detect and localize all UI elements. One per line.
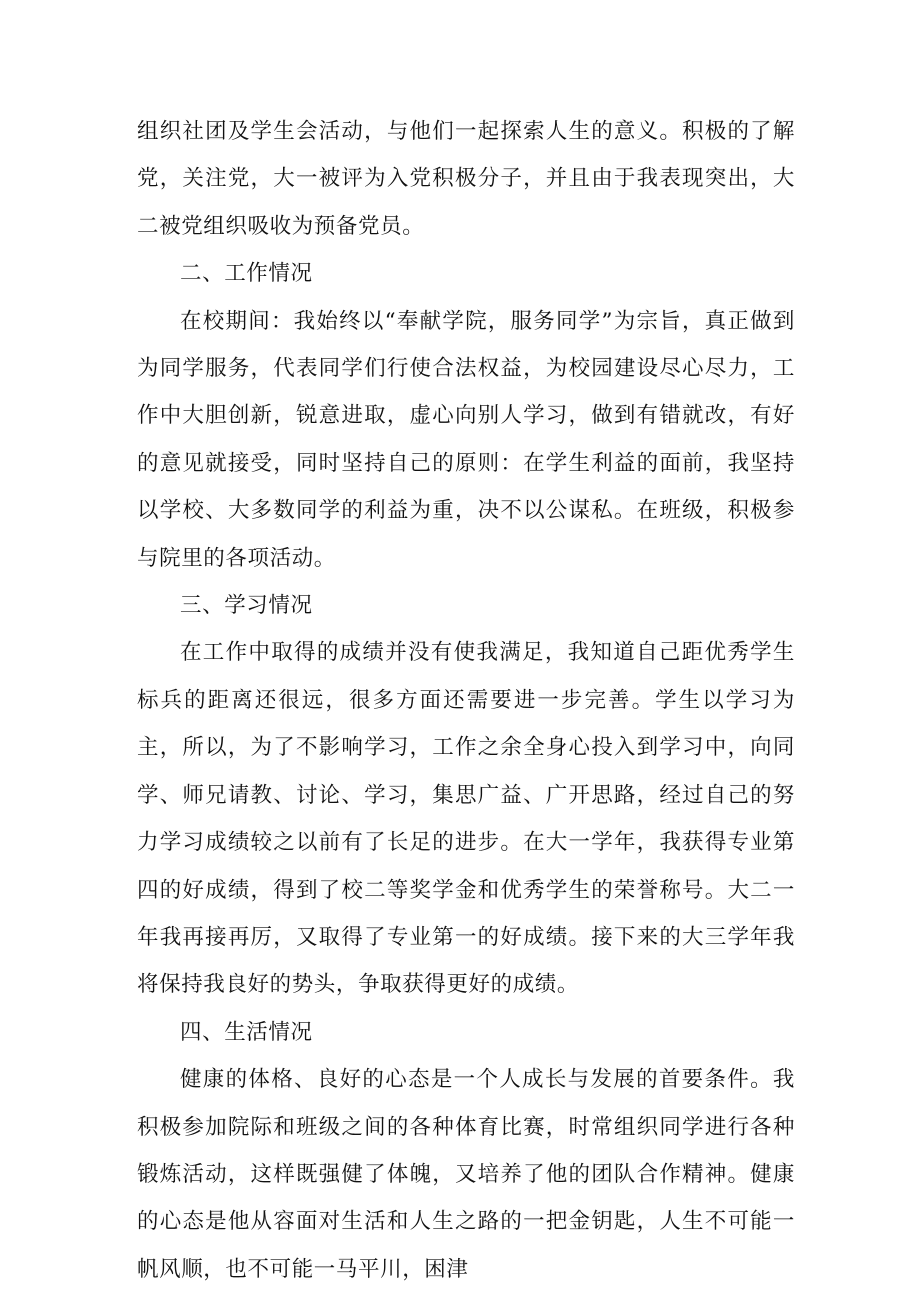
paragraph-study: 在工作中取得的成绩并没有使我满足，我知道自己距优秀学生标兵的距离还很远，很多方面还需要进一步完善。学生以学习为主，所以，为了不影响学习，工作之余全身心投入到学习中，向同学、师兄请教、讨论、学习，集思广益、广开思路，经过自己的努力学习成绩较之以前有了长足的进步。在大一学年，我获得专业第四的好成绩，得到了校二等奖学金和优秀学生的荣誉称号。大二一年我再接再厉，又取得了专业第一的好成绩。接下来的大三学年我将保持我良好的势头，争取获得更好的成绩。 <box>137 640 795 998</box>
paragraph-continuation: 组织社团及学生会活动，与他们一起探索人生的意义。积极的了解党，关注党，大一被评为入党积极分子，并且由于我表现突出，大二被党组织吸收为预备党员。 <box>137 119 795 239</box>
section-heading-life: 四、生活情况 <box>180 1019 313 1045</box>
section-heading-work: 二、工作情况 <box>180 261 313 287</box>
paragraph-work: 在校期间：我始终以“奉献学院，服务同学”为宗旨，真正做到为同学服务，代表同学们行使合法权益，为校园建设尽心尽力，工作中大胆创新，锐意进取，虚心向别人学习，做到有错就改，有好的意见就接受，同时坚持自己的原则：在学生利益的面前，我坚持以学校、大多数同学的利益为重，决不以公谋私。在班级，积极参与院里的各项活动。 <box>137 308 795 571</box>
paragraph-life: 健康的体格、良好的心态是一个人成长与发展的首要条件。我积极参加院际和班级之间的各种体育比赛，时常组织同学进行各种锻炼活动，这样既强健了体魄，又培养了他的团队合作精神。健康的心态是他从容面对生活和人生之路的一把金钥匙，人生不可能一帆风顺，也不可能一马平川，困津 <box>137 1067 795 1282</box>
section-heading-study: 三、学习情况 <box>180 593 313 619</box>
document-body <box>137 108 795 1293</box>
